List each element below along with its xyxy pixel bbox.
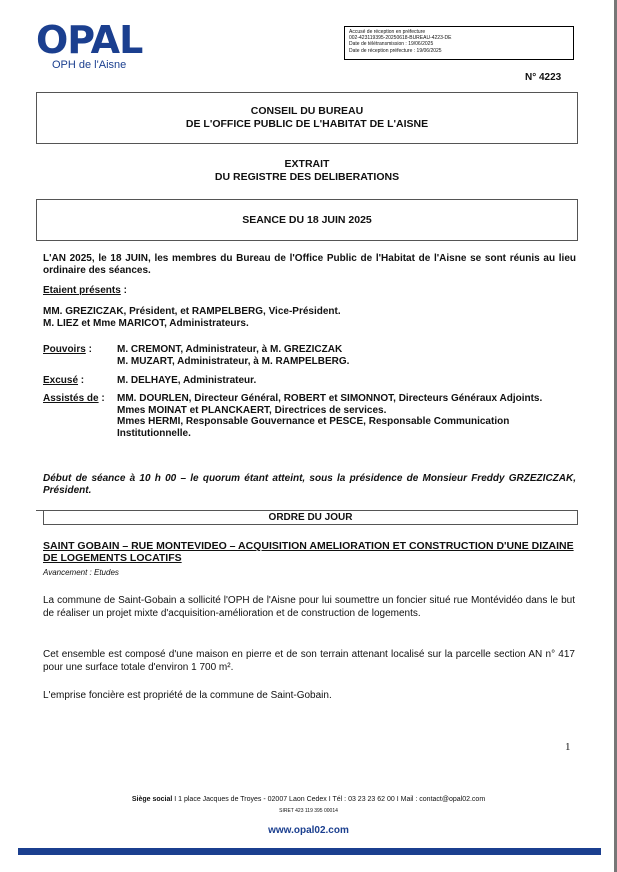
excuse-line1: M. DELHAYE, Administrateur.	[117, 375, 257, 386]
assistes-label: Assistés de	[43, 393, 99, 404]
body-paragraph-2: Cet ensemble est composé d'une maison en pierre et de son terrain attenant localisé sur la parcelle section AN n° 417 pour une surface totale d'environ 1 700 m².	[43, 649, 575, 673]
subject-title: SAINT GOBAIN – RUE MONTEVIDEO – ACQUISITION AMELIORATION ET CONSTRUCTION D'UNE DIZAINE DE LOGEMENTS LOCATIFS	[43, 540, 574, 564]
body-paragraph-1: La commune de Saint-Gobain a sollicité l'OPH de l'Aisne pour lui soumettre un foncier situé rue Montévidéo dans le but de réaliser un projet mixte d'acquisition-amélioration et de construction de logements.	[43, 595, 575, 619]
footer-website-link[interactable]: www.opal02.com	[268, 825, 349, 836]
assistes-line3: Mmes HERMI, Responsable Gouvernance et PESCE, Responsable Communication Institutionnelle.	[117, 416, 510, 439]
presents-colon: :	[120, 285, 127, 296]
pouvoirs-line2: M. MUZART, Administrateur, à M. RAMPELBERG.	[117, 355, 350, 367]
reception-stamp	[344, 26, 574, 60]
extrait-heading	[36, 158, 578, 184]
assistes-line2: Mmes MOINAT et PLANCKAERT, Directrices de services.	[117, 404, 387, 416]
council-title-box	[36, 92, 578, 144]
pouvoirs-colon: :	[85, 344, 92, 355]
page-number: 1	[565, 741, 571, 753]
pouvoirs-line1: M. CREMONT, Administrateur, à M. GREZICZAK	[117, 344, 343, 355]
seance-box	[36, 199, 578, 241]
presents-line2: M. LIEZ et Mme MARICOT, Administrateurs.	[43, 318, 249, 329]
intro-paragraph: L'AN 2025, le 18 JUIN, les membres du Bureau de l'Office Public de l'Habitat de l'Aisne se sont réunis au lieu ordinaire des séances.	[43, 253, 576, 276]
ordre-du-jour-bar: ORDRE DU JOUR	[43, 510, 578, 525]
presents-label: Etaient présents	[43, 285, 121, 296]
assistes-block	[43, 393, 576, 458]
excuse-colon: :	[78, 375, 85, 386]
pouvoirs-block	[43, 344, 576, 368]
seance-date: SEANCE DU 18 JUIN 2025	[242, 214, 372, 226]
excuse-label: Excusé	[43, 375, 79, 386]
council-title-line1: CONSEIL DU BUREAU	[250, 105, 364, 117]
stamp-line: Date de réception préfecture : 19/06/2025	[349, 47, 442, 54]
presents-line1: MM. GREZICZAK, Président, et RAMPELBERG, Vice-Président.	[43, 306, 341, 317]
assistes-colon: :	[98, 393, 105, 404]
extrait-line1: EXTRAIT	[284, 158, 330, 170]
stamp-line: 002-423119395-20250618-BUREAU-4223-DE	[349, 35, 452, 42]
footer-siege-label: Siège social	[131, 796, 173, 803]
logo-subtitle: OPH de l'Aisne	[52, 59, 127, 71]
footer-address-text: I 1 place Jacques de Troyes - 02007 Laon Cedex I Tél : 03 23 23 62 00 I Mail : contact@opal02.com	[172, 796, 486, 803]
deliberation-number: N° 4223	[525, 72, 562, 83]
footer-siret: SIRET 423 119 395 00014	[279, 808, 338, 814]
subject-progress: Avancement : Etudes	[43, 568, 119, 577]
footer-address	[0, 796, 617, 803]
stamp-line: Accusé de réception en préfecture	[349, 29, 426, 35]
presents-label-line	[43, 285, 576, 297]
opal-logo: OPAL	[36, 18, 143, 62]
council-title-line2: DE L'OFFICE PUBLIC DE L'HABITAT DE L'AISNE	[185, 118, 429, 130]
body-paragraph-3: L'emprise foncière est propriété de la commune de Saint-Gobain.	[43, 690, 332, 701]
footer-brand-bar	[18, 848, 601, 855]
seance-start-paragraph: Début de séance à 10 h 00 – le quorum étant atteint, sous la présidence de Monsieur Freddy GRZEZICZAK, Président.	[43, 473, 576, 496]
stamp-line: Date de télétransmission : 19/06/2025	[349, 41, 434, 48]
excuse-block	[43, 375, 576, 387]
assistes-line1: MM. DOURLEN, Directeur Général, ROBERT et SIMONNOT, Directeurs Généraux Adjoints.	[117, 393, 543, 404]
extrait-line2: DU REGISTRE DES DELIBERATIONS	[214, 171, 400, 183]
pouvoirs-label: Pouvoirs	[43, 344, 86, 355]
